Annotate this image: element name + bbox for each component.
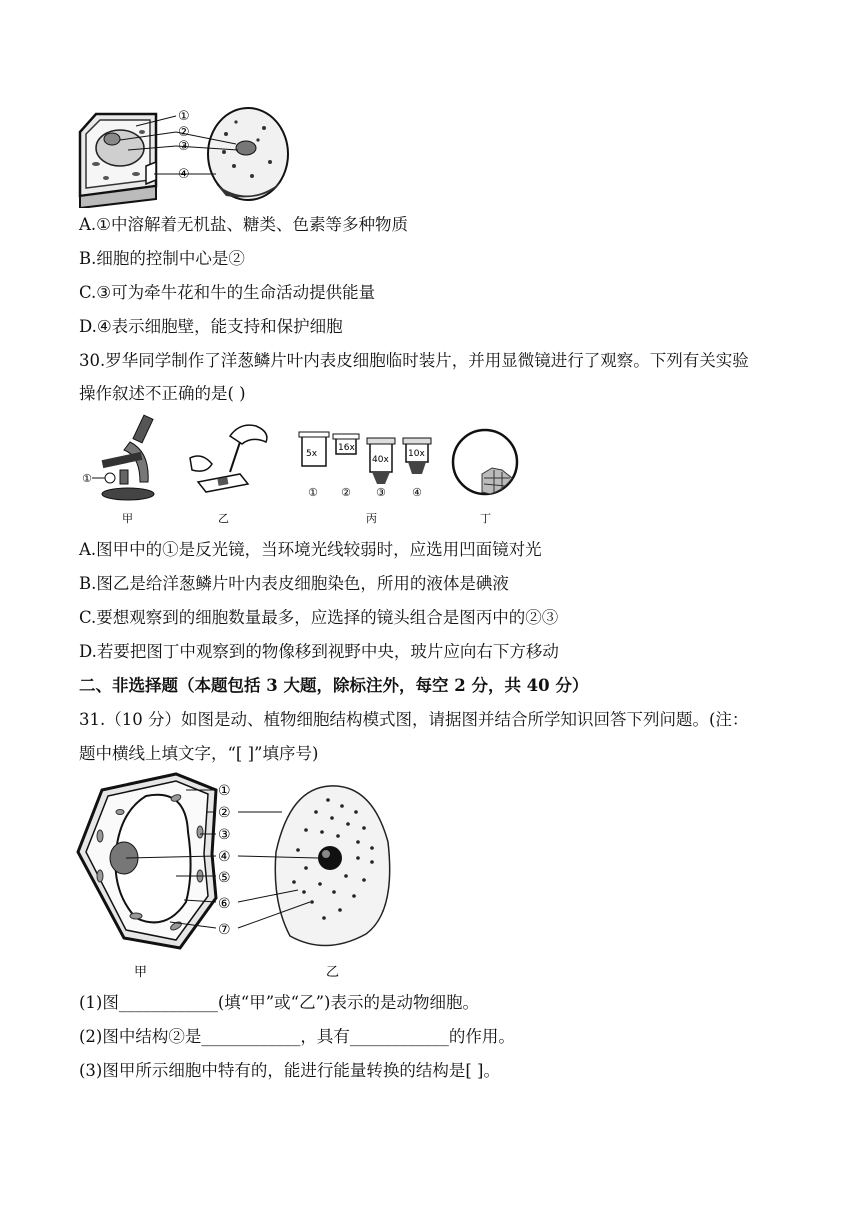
microscope-icon [82,415,154,500]
fig-label-bing: 丙 [366,512,377,525]
staining-hands-icon [190,425,267,492]
fig31-label-yi: 乙 [326,965,340,980]
fig-label-ding: 丁 [480,512,491,525]
q30-option-c: C.要想观察到的细胞数量最多，应选择的镜头组合是图丙中的②③ [79,608,559,627]
lens-number: ③ [376,486,386,499]
fig-label-yi: 乙 [218,512,229,525]
fig29-marker: ① [178,109,190,124]
lens-label: 10x [408,449,425,459]
fig29-marker: ③ [178,139,190,154]
q30-jia-marker: ① [82,472,92,485]
fig-label-jia: 甲 [122,512,133,525]
fig31-marker: ④ [218,849,231,865]
fig29-marker: ② [178,125,190,140]
q31-part3: (3)图甲所示细胞中特有的，能进行能量转换的结构是[ ]。 [79,1061,500,1080]
fig31-marker: ① [218,783,231,799]
q29-cell-figure [76,104,296,208]
lens-label: 5x [306,449,318,459]
q30-figure [80,412,530,530]
fig31-label-jia: 甲 [134,965,148,980]
fig31-marker: ② [218,805,231,821]
fig29-marker: ④ [178,167,190,182]
q31-part1: (1)图____________(填“甲”或“乙”)表示的是动物细胞。 [79,993,479,1012]
q31-cell-figure [76,772,416,982]
section-heading: 二、非选择题（本题包括 3 大题，除标注外，每空 2 分，共 40 分） [79,676,589,695]
q30-option-a: A.图甲中的①是反光镜，当环境光线较弱时，应选用凹面镜对光 [79,540,542,559]
q31-stem-line2: 题中横线上填文字，“[ ]”填序号) [79,744,319,763]
q30-option-b: B.图乙是给洋葱鳞片叶内表皮细胞染色，所用的液体是碘液 [79,574,509,593]
lens-set-icon [299,432,431,499]
q29-option-b: B.细胞的控制中心是② [79,249,245,268]
fig31-marker: ⑤ [218,870,231,886]
fig31-marker: ③ [218,827,231,843]
q31-part2: (2)图中结构②是____________，具有____________的作用。 [79,1027,515,1046]
fig31-marker: ⑦ [218,922,231,938]
q29-option-c: C.③可为牵牛花和牛的生命活动提供能量 [79,283,376,302]
q29-option-a: A.①中溶解着无机盐、糖类、色素等多种物质 [79,215,408,234]
lens-label: 40x [372,455,389,465]
lens-number: ① [308,486,318,499]
q30-stem-line1: 30.罗华同学制作了洋葱鳞片叶内表皮细胞临时装片，并用显微镜进行了观察。下列有关实验 [79,351,749,370]
fig31-marker: ⑥ [218,896,231,912]
q30-stem-line2: 操作叙述不正确的是( ) [79,384,246,403]
lens-number: ② [341,486,351,499]
q29-option-d: D.④表示细胞壁，能支持和保护细胞 [79,317,343,336]
lens-label: 16x [338,443,355,453]
lens-number: ④ [412,486,422,499]
field-of-view-icon [453,430,517,494]
q30-option-d: D.若要把图丁中观察到的物像移到视野中央，玻片应向右下方移动 [79,642,559,661]
q31-stem-line1: 31.（10 分）如图是动、植物细胞结构模式图，请据图并结合所学知识回答下列问题。(注： [79,710,749,729]
